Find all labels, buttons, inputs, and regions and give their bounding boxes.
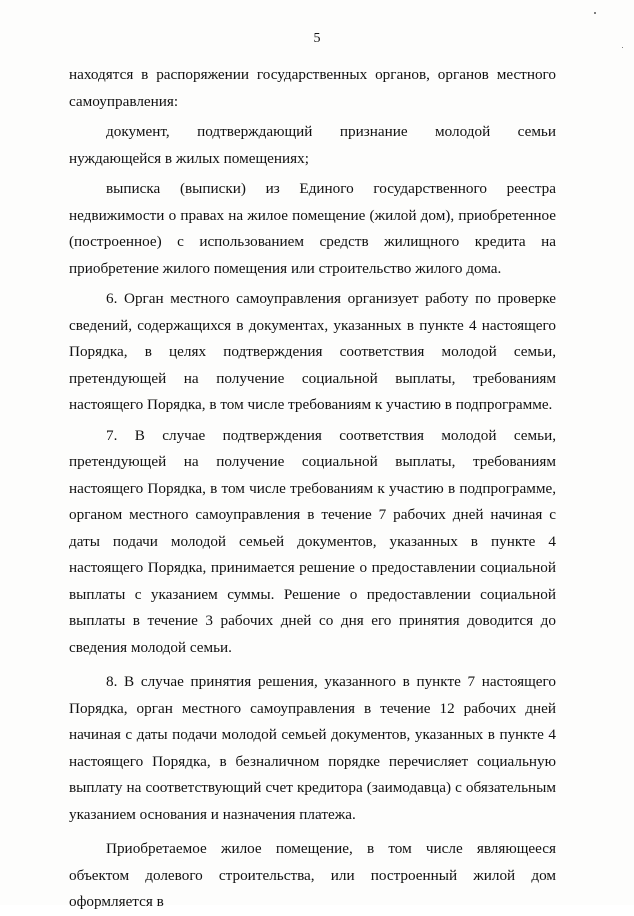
paragraph-document-item: документ, подтверждающий признание молодой семьи нуждающейся в жилых помещениях; [69, 123, 556, 167]
paragraph-extract-item: выписка (выписки) из Единого государственного реестра недвижимости о правах на жилое помещение (жилой дом), приобретенное (построенное) с использованием средств жилищного кредита на приобретение жилого помещения или строительство жилого дома. [69, 180, 556, 277]
page-number: 5 [313, 31, 321, 46]
scan-speck [622, 47, 623, 48]
paragraph-clause-8: 8. В случае принятия решения, указанного в пункте 7 настоящего Порядка, орган местного самоуправления в течение 12 рабочих дней начиная с даты подачи молодой семьей документов, указанных в пункте 4 настоящего Порядка, в безналичном порядке перечисляет социальную выплату на соответствующий счет кредитора (заимодавца) с обязательным указанием основания и назначения платежа. [69, 673, 556, 823]
paragraph-housing-registration: Приобретаемое жилое помещение, в том числе являющееся объектом долевого строительства, или построенный жилой дом оформляется в [69, 840, 556, 910]
document-body [69, 62, 556, 916]
paragraph-continuation: находятся в распоряжении государственных органов, органов местного самоуправления: [69, 66, 556, 110]
scan-speck [594, 12, 596, 14]
paragraph-clause-6: 6. Орган местного самоуправления организует работу по проверке сведений, содержащихся в документах, указанных в пункте 4 настоящего Порядка, в целях подтверждения соответствия молодой семьи, претендующей на получение социальной выплаты, требованиям настоящего Порядка, в том числе требованиям к участию в подпрограмме. [69, 290, 556, 413]
paragraph-clause-7: 7. В случае подтверждения соответствия молодой семьи, претендующей на получение социальной выплаты, требованиям настоящего Порядка, в том числе требованиям к участию в подпрограмме, органом местного самоуправления в течение 7 рабочих дней начиная с даты подачи молодой семьей документов, указанных в пункте 4 настоящего Порядка, принимается решение о предоставлении социальной выплаты с указанием суммы. Решение о предоставлении социальной выплаты в течение 3 рабочих дней со дня его принятия доводится до сведения молодой семьи. [69, 426, 556, 656]
